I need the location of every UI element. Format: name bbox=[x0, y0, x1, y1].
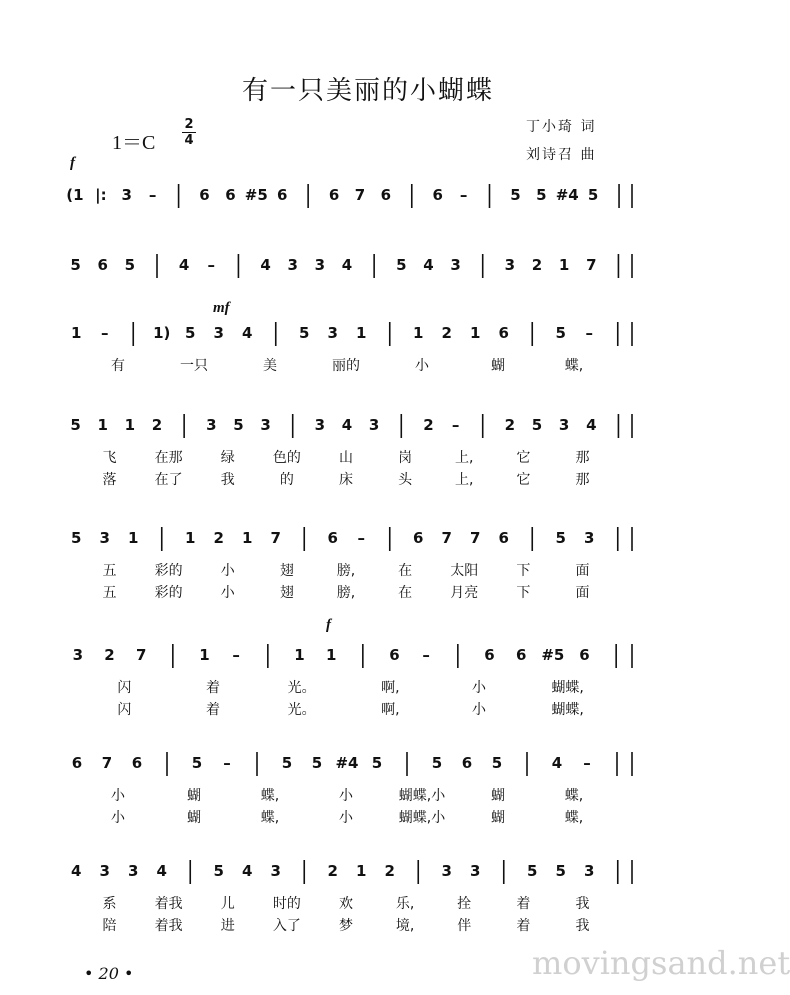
note: 6 bbox=[498, 324, 509, 342]
key-signature: 1＝C bbox=[112, 132, 156, 154]
lyric-syllable: 小 bbox=[339, 810, 353, 826]
note: – bbox=[101, 324, 109, 342]
note: 1 bbox=[199, 646, 210, 664]
note: 6 bbox=[461, 754, 473, 772]
page-number: • 20 • bbox=[84, 964, 134, 983]
lyric-syllable: 系 bbox=[102, 896, 117, 912]
lyric-syllable: 飞 bbox=[102, 450, 117, 466]
lyric-syllable: 小 bbox=[111, 788, 125, 804]
note: 3 bbox=[584, 862, 595, 880]
note: 5 bbox=[491, 754, 503, 772]
lyric-syllable: 啊, bbox=[381, 680, 400, 696]
note: 2 bbox=[213, 529, 224, 547]
note: 5 bbox=[431, 754, 443, 772]
lyric-syllable: 在了 bbox=[154, 472, 183, 488]
note: 5 bbox=[185, 324, 196, 342]
lyric-syllable: 乐, bbox=[395, 896, 415, 912]
note: 1 bbox=[356, 324, 367, 342]
lyric-syllable: 进 bbox=[220, 918, 235, 934]
note: 6 bbox=[131, 754, 143, 772]
lyric-syllable: 境, bbox=[395, 918, 415, 934]
note: 2 bbox=[151, 416, 163, 434]
lyric-syllable: 光。 bbox=[287, 680, 316, 696]
lyric-syllable: 我 bbox=[575, 896, 590, 912]
note: 1 bbox=[558, 256, 570, 274]
note: 5 bbox=[371, 754, 383, 772]
lyric-syllable: 它 bbox=[516, 450, 531, 466]
note: 6 bbox=[498, 529, 509, 547]
lyric-syllable: 彩的 bbox=[154, 585, 183, 601]
lyric-syllable: 五 bbox=[102, 563, 117, 579]
note: 3 bbox=[314, 416, 326, 434]
note: – bbox=[232, 646, 240, 664]
lyric-syllable: 着 bbox=[206, 680, 220, 696]
time-top: 2 bbox=[184, 117, 194, 132]
note: – bbox=[207, 256, 216, 274]
score-system bbox=[66, 184, 632, 208]
note: 3 bbox=[121, 186, 132, 204]
note: 5 bbox=[191, 754, 203, 772]
lyric-syllable: 在 bbox=[398, 585, 413, 601]
dynamic-mezzo-forte: mf bbox=[213, 300, 230, 316]
lyric-syllable: 小 bbox=[415, 358, 429, 374]
note: 3 bbox=[72, 646, 84, 664]
note: 7 bbox=[586, 256, 597, 274]
lyric-syllable: 小 bbox=[472, 680, 486, 696]
lyric-syllable: 蝶, bbox=[564, 788, 584, 804]
lyric-syllable: 着 bbox=[206, 702, 220, 718]
note: 2 bbox=[531, 256, 543, 274]
note: 2 bbox=[441, 324, 452, 342]
note: (1 bbox=[66, 186, 84, 204]
lyric-syllable: 蝴 bbox=[187, 788, 201, 804]
note: 3 bbox=[260, 416, 271, 434]
lyric-syllable: 上, bbox=[454, 450, 474, 466]
note: 5 bbox=[396, 256, 407, 274]
note: 6 bbox=[328, 186, 340, 204]
note: 5 bbox=[555, 324, 566, 342]
score-system bbox=[71, 322, 632, 374]
note: 4 bbox=[341, 416, 353, 434]
note: 5 bbox=[555, 529, 566, 547]
note: 7 bbox=[101, 754, 113, 772]
lyric-syllable: 蝴蝶, bbox=[551, 680, 584, 696]
lyric-syllable: 蝴蝶,小 bbox=[398, 810, 446, 826]
note: 6 bbox=[515, 646, 527, 664]
lyric-syllable: 太阳 bbox=[450, 563, 479, 579]
lyric-syllable: 绿 bbox=[220, 450, 235, 466]
lyric-syllable: 光。 bbox=[287, 702, 316, 718]
lyric-syllable: 美 bbox=[263, 358, 277, 374]
note: 1 bbox=[413, 324, 424, 342]
lyric-syllable: 蝴 bbox=[187, 810, 201, 826]
note: 1 bbox=[242, 529, 253, 547]
lyric-syllable: 陪 bbox=[102, 918, 117, 934]
note: 5 bbox=[311, 754, 323, 772]
note: 7 bbox=[354, 186, 366, 204]
note: 5 bbox=[527, 862, 538, 880]
lyric-syllable: 蝴 bbox=[491, 358, 505, 374]
lyric-syllable: 我 bbox=[220, 472, 235, 488]
lyric-syllable: 闪 bbox=[117, 680, 132, 696]
note: 6 bbox=[432, 186, 443, 204]
note: 4 bbox=[423, 256, 434, 274]
lyric-syllable: 啊, bbox=[381, 702, 400, 718]
lyric-syllable: 蝴 bbox=[491, 810, 505, 826]
note: 1 bbox=[294, 646, 305, 664]
note: 3 bbox=[584, 529, 595, 547]
lyric-syllable: 山 bbox=[339, 450, 353, 466]
note: 4 bbox=[242, 862, 253, 880]
note: 2 bbox=[104, 646, 115, 664]
note: |: bbox=[95, 186, 107, 204]
lyric-syllable: 那 bbox=[575, 450, 590, 466]
note: 4 bbox=[586, 416, 597, 434]
note: 4 bbox=[341, 256, 353, 274]
note: 5 bbox=[299, 324, 310, 342]
note: 4 bbox=[156, 862, 167, 880]
note: #5 bbox=[244, 186, 268, 204]
note: 6 bbox=[413, 529, 424, 547]
note: 7 bbox=[270, 529, 281, 547]
note: 5 bbox=[213, 862, 224, 880]
dynamic-forte: f bbox=[70, 155, 75, 171]
lyric-syllable: 蝴蝶,小 bbox=[398, 788, 446, 804]
score-system bbox=[71, 860, 632, 934]
lyric-syllable: 蝶, bbox=[260, 810, 280, 826]
note: 5 bbox=[555, 862, 566, 880]
note: 3 bbox=[504, 256, 516, 274]
lyric-syllable: 的 bbox=[279, 472, 294, 488]
note: 3 bbox=[368, 416, 380, 434]
lyric-syllable: 入了 bbox=[272, 918, 301, 934]
lyric-syllable: 伴 bbox=[457, 918, 472, 934]
lyric-syllable: 蝴蝶, bbox=[551, 702, 584, 718]
note: 6 bbox=[71, 754, 83, 772]
note: – bbox=[357, 529, 365, 547]
note: 4 bbox=[178, 256, 190, 274]
note: 5 bbox=[124, 256, 136, 274]
note: 5 bbox=[510, 186, 521, 204]
note: – bbox=[223, 754, 231, 772]
lyric-syllable: 我 bbox=[575, 918, 590, 934]
note: – bbox=[583, 754, 591, 772]
lyric-syllable: 面 bbox=[575, 563, 590, 579]
lyric-syllable: 膀, bbox=[336, 585, 356, 601]
lyric-syllable: 岗 bbox=[398, 450, 413, 466]
lyric-syllable: 丽的 bbox=[332, 358, 360, 374]
lyric-syllable: 闪 bbox=[117, 702, 132, 718]
note: 1 bbox=[356, 862, 367, 880]
note: 7 bbox=[441, 529, 452, 547]
note: 2 bbox=[327, 862, 338, 880]
note: 3 bbox=[450, 256, 461, 274]
score-system bbox=[72, 752, 632, 826]
lyric-syllable: 在 bbox=[398, 563, 413, 579]
note: 5 bbox=[587, 186, 599, 204]
note: 3 bbox=[128, 862, 139, 880]
note: 6 bbox=[327, 529, 338, 547]
lyric-syllable: 着 bbox=[516, 918, 531, 934]
note: 2 bbox=[423, 416, 434, 434]
lyric-syllable: 下 bbox=[516, 563, 531, 579]
score-system bbox=[71, 527, 632, 601]
lyric-syllable: 上, bbox=[454, 472, 474, 488]
note: – bbox=[459, 186, 468, 204]
lyric-syllable: 翅 bbox=[279, 563, 294, 579]
lyric-syllable: 头 bbox=[398, 472, 413, 488]
note: 1 bbox=[470, 324, 481, 342]
lyric-syllable: 色的 bbox=[272, 450, 301, 466]
lyric-syllable: 梦 bbox=[339, 918, 353, 934]
watermark: movingsand.net bbox=[532, 944, 790, 982]
score-system bbox=[73, 644, 632, 718]
lyric-syllable: 翅 bbox=[279, 585, 294, 601]
note: 6 bbox=[579, 646, 590, 664]
note: 1 bbox=[97, 416, 108, 434]
note: 3 bbox=[206, 416, 217, 434]
note: – bbox=[422, 646, 430, 664]
note: 5 bbox=[536, 186, 547, 204]
lyric-syllable: 蝶, bbox=[260, 788, 280, 804]
note: – bbox=[148, 186, 157, 204]
lyric-syllable: 小 bbox=[111, 810, 125, 826]
lyric-syllable: 着我 bbox=[154, 896, 183, 912]
note: 1 bbox=[325, 646, 337, 664]
song-title: 有一只美丽的小蝴蝶 bbox=[241, 76, 494, 106]
lyric-syllable: 月亮 bbox=[450, 585, 479, 601]
lyric-syllable: 小 bbox=[220, 563, 235, 579]
note: 3 bbox=[314, 256, 326, 274]
note: 3 bbox=[470, 862, 481, 880]
lyric-syllable: 它 bbox=[516, 472, 531, 488]
note: 7 bbox=[135, 646, 147, 664]
lyric-syllable: 着我 bbox=[154, 918, 183, 934]
lyric-syllable: 时的 bbox=[272, 896, 301, 912]
note: 4 bbox=[71, 862, 82, 880]
note: 2 bbox=[504, 416, 516, 434]
note: 5 bbox=[281, 754, 293, 772]
lyric-syllable: 拴 bbox=[457, 896, 472, 912]
lyric-syllable: 五 bbox=[102, 585, 117, 601]
note: #4 bbox=[335, 754, 359, 772]
note: 3 bbox=[558, 416, 570, 434]
lyric-syllable: 小 bbox=[220, 585, 235, 601]
note: 6 bbox=[199, 186, 210, 204]
note: – bbox=[585, 324, 593, 342]
note: 6 bbox=[389, 646, 400, 664]
dynamic-forte: f bbox=[326, 617, 331, 633]
lyric-syllable: 膀, bbox=[336, 563, 356, 579]
note: 1 bbox=[185, 529, 196, 547]
note: 4 bbox=[242, 324, 253, 342]
note: 6 bbox=[484, 646, 495, 664]
note: 1) bbox=[153, 324, 171, 342]
note: 3 bbox=[327, 324, 338, 342]
note: 3 bbox=[99, 862, 110, 880]
note: 1 bbox=[128, 529, 139, 547]
lyric-syllable: 蝶, bbox=[564, 358, 584, 374]
note: 5 bbox=[71, 529, 82, 547]
note: 6 bbox=[277, 186, 288, 204]
note: 5 bbox=[70, 416, 81, 434]
note: 3 bbox=[287, 256, 298, 274]
time-bottom: 4 bbox=[182, 132, 196, 148]
lyric-syllable: 床 bbox=[339, 472, 353, 488]
note: 6 bbox=[380, 186, 392, 204]
lyric-syllable: 下 bbox=[516, 585, 531, 601]
lyric-syllable: 儿 bbox=[220, 896, 235, 912]
lyric-syllable: 落 bbox=[102, 472, 117, 488]
note: 6 bbox=[225, 186, 236, 204]
note: 7 bbox=[470, 529, 481, 547]
score-system bbox=[70, 414, 632, 488]
lyric-syllable: 小 bbox=[339, 788, 353, 804]
lyric-syllable: 那 bbox=[575, 472, 590, 488]
lyric-syllable: 蝶, bbox=[564, 810, 584, 826]
score-system bbox=[70, 254, 632, 278]
note: 6 bbox=[97, 256, 108, 274]
note: 4 bbox=[551, 754, 563, 772]
lyric-syllable: 彩的 bbox=[154, 563, 183, 579]
lyric-syllable: 在那 bbox=[154, 450, 183, 466]
lyric-syllable: 面 bbox=[575, 585, 590, 601]
note: 5 bbox=[233, 416, 244, 434]
note: 3 bbox=[441, 862, 452, 880]
note: 4 bbox=[260, 256, 271, 274]
lyric-syllable: 一只 bbox=[180, 358, 208, 374]
note: 1 bbox=[71, 324, 82, 342]
note: 3 bbox=[270, 862, 281, 880]
lyric-syllable: 有 bbox=[111, 358, 125, 374]
note: 3 bbox=[99, 529, 110, 547]
lyricist-credit: 丁小琦 词 bbox=[526, 119, 597, 135]
lyric-syllable: 欢 bbox=[339, 896, 353, 912]
note: 2 bbox=[384, 862, 395, 880]
note: 5 bbox=[70, 256, 81, 274]
lyric-syllable: 蝴 bbox=[491, 788, 505, 804]
lyric-syllable: 着 bbox=[516, 896, 531, 912]
note: #4 bbox=[555, 186, 579, 204]
note: #5 bbox=[541, 646, 565, 664]
note: – bbox=[451, 416, 460, 434]
note: 5 bbox=[531, 416, 543, 434]
note: 3 bbox=[213, 324, 224, 342]
note: 1 bbox=[124, 416, 136, 434]
composer-credit: 刘诗召 曲 bbox=[526, 147, 597, 163]
lyric-syllable: 小 bbox=[472, 702, 486, 718]
